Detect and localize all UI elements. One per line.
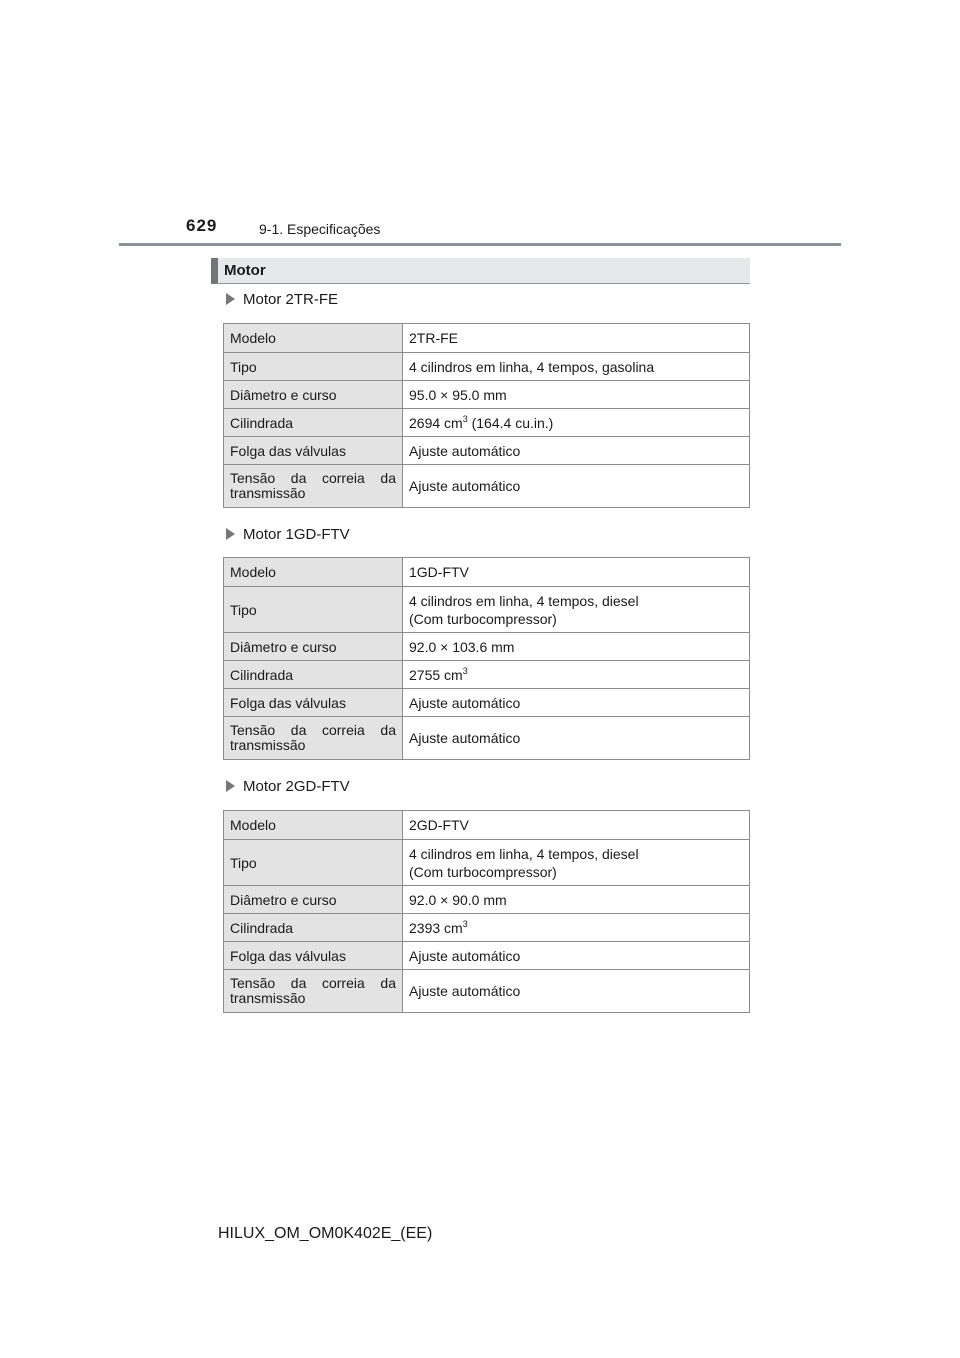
table-row xyxy=(224,717,750,760)
row-label: Modelo xyxy=(224,324,403,353)
triangle-right-icon xyxy=(226,528,235,540)
table-row xyxy=(224,840,750,886)
table-row xyxy=(224,942,750,970)
row-value: Ajuste automático xyxy=(403,437,750,465)
value-line: 4 cilindros em linha, 4 tempos, diesel xyxy=(409,592,639,609)
row-value: 2TR-FE xyxy=(403,324,750,353)
table-row xyxy=(224,633,750,661)
row-label: Folga das válvulas xyxy=(224,689,403,717)
row-value xyxy=(403,409,750,437)
header-divider xyxy=(119,243,841,246)
topic-title: Motor xyxy=(224,262,266,279)
row-label: Diâmetro e curso xyxy=(224,886,403,914)
row-label: Folga das válvulas xyxy=(224,942,403,970)
table-row xyxy=(224,886,750,914)
table-row xyxy=(224,381,750,409)
table-row xyxy=(224,465,750,508)
topic-bar xyxy=(211,258,750,284)
table-row xyxy=(224,587,750,633)
row-label: Modelo xyxy=(224,558,403,587)
row-value xyxy=(403,661,750,689)
row-label: Tipo xyxy=(224,353,403,381)
row-value: Ajuste automático xyxy=(403,465,750,508)
value-line: 4 cilindros em linha, 4 tempos, diesel xyxy=(409,845,639,862)
table-row xyxy=(224,914,750,942)
spec-table xyxy=(223,323,750,508)
row-label: Tensão da correia da transmissão xyxy=(224,970,403,1013)
row-value xyxy=(403,587,750,633)
row-value xyxy=(403,840,750,886)
value-line: (Com turbocompressor) xyxy=(409,863,557,880)
row-value xyxy=(403,914,750,942)
engine-heading-text: Motor 2GD-FTV xyxy=(243,778,350,795)
table-row xyxy=(224,811,750,840)
superscript: 3 xyxy=(462,918,468,929)
table-row xyxy=(224,409,750,437)
engine-heading xyxy=(226,291,338,308)
engine-heading xyxy=(226,526,350,543)
row-label: Tipo xyxy=(224,587,403,633)
row-label: Modelo xyxy=(224,811,403,840)
row-label: Tipo xyxy=(224,840,403,886)
displacement-value: 2755 cm xyxy=(409,666,463,683)
triangle-right-icon xyxy=(226,780,235,792)
row-value: Ajuste automático xyxy=(403,717,750,760)
engine-heading-text: Motor 2TR-FE xyxy=(243,291,339,308)
table-row xyxy=(224,437,750,465)
engine-heading-text: Motor 1GD-FTV xyxy=(243,526,350,543)
document-code: HILUX_OM_OM0K402E_(EE) xyxy=(218,1225,433,1242)
row-value: Ajuste automático xyxy=(403,970,750,1013)
row-label: Tensão da correia da transmissão xyxy=(224,465,403,508)
value-line: (Com turbocompressor) xyxy=(409,610,557,627)
displacement-value: 2393 cm xyxy=(409,919,463,936)
row-value: 92.0 × 90.0 mm xyxy=(403,886,750,914)
table-row xyxy=(224,558,750,587)
superscript: 3 xyxy=(462,665,468,676)
spec-table xyxy=(223,557,750,760)
table-row xyxy=(224,353,750,381)
row-value: 4 cilindros em linha, 4 tempos, gasolina xyxy=(403,353,750,381)
row-value: 92.0 × 103.6 mm xyxy=(403,633,750,661)
row-label: Folga das válvulas xyxy=(224,437,403,465)
table-row xyxy=(224,689,750,717)
table-row xyxy=(224,970,750,1013)
page-number: 629 xyxy=(186,216,218,235)
row-label: Cilindrada xyxy=(224,661,403,689)
superscript: 3 xyxy=(462,413,468,424)
row-label: Diâmetro e curso xyxy=(224,633,403,661)
row-label: Cilindrada xyxy=(224,914,403,942)
row-value: 2GD-FTV xyxy=(403,811,750,840)
row-label: Tensão da correia da transmissão xyxy=(224,717,403,760)
triangle-right-icon xyxy=(226,293,235,305)
displacement-value: 2694 cm xyxy=(409,414,463,431)
displacement-inches: (164.4 cu.in.) xyxy=(467,414,554,431)
row-value: 95.0 × 95.0 mm xyxy=(403,381,750,409)
row-value: Ajuste automático xyxy=(403,942,750,970)
table-row xyxy=(224,661,750,689)
section-title: 9-1. Especificações xyxy=(259,221,381,237)
row-label: Cilindrada xyxy=(224,409,403,437)
spec-table xyxy=(223,810,750,1013)
table-row xyxy=(224,324,750,353)
row-value: Ajuste automático xyxy=(403,689,750,717)
row-value: 1GD-FTV xyxy=(403,558,750,587)
row-label: Diâmetro e curso xyxy=(224,381,403,409)
engine-heading xyxy=(226,778,350,795)
